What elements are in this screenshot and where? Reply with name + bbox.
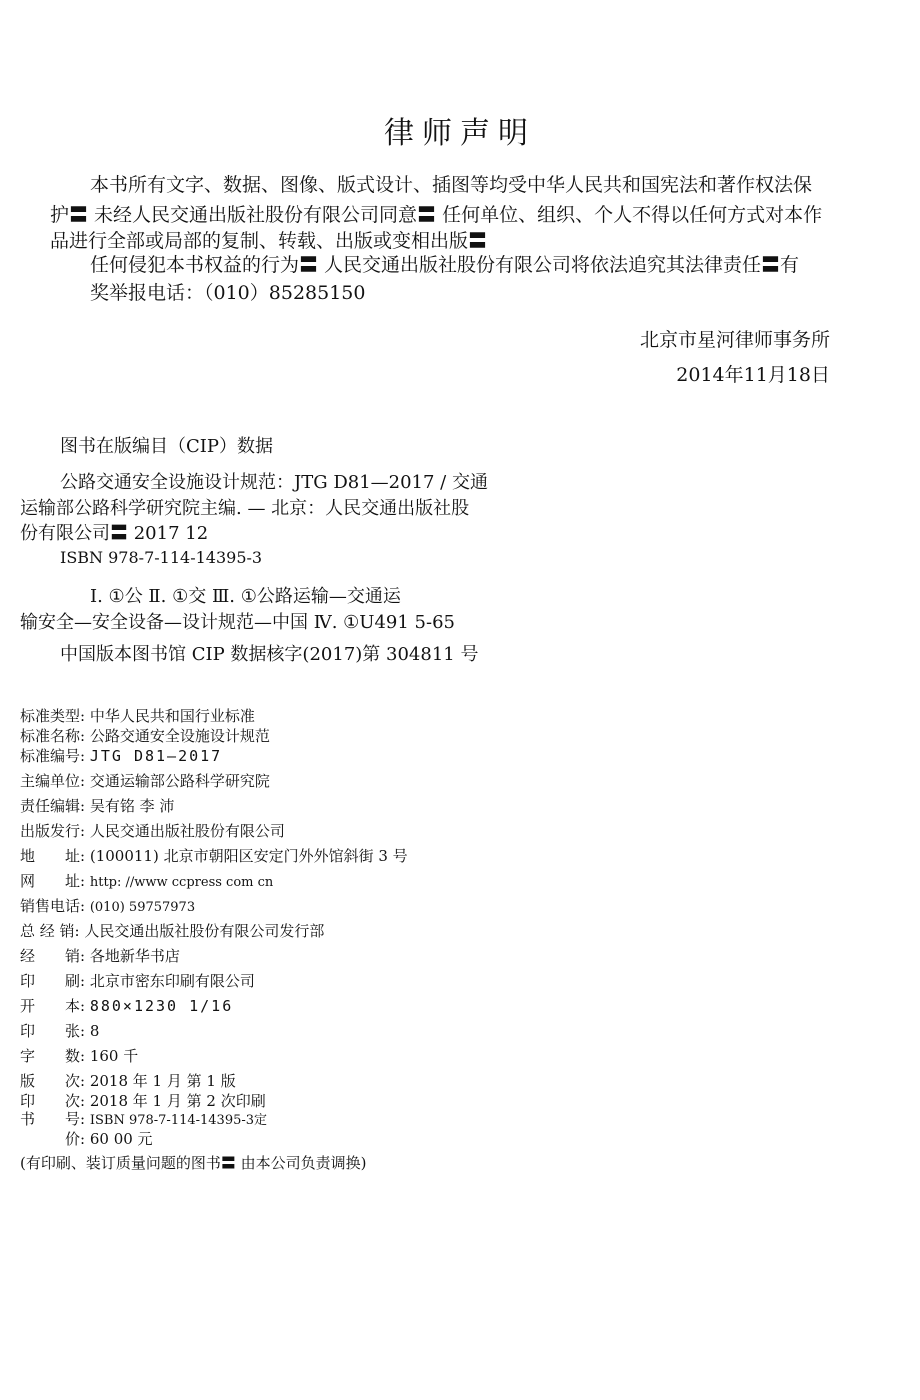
spec-label: 印 次: bbox=[20, 1092, 86, 1110]
spec-value: 2018 年 1 月 第 2 次印刷 bbox=[89, 1092, 266, 1110]
spec-row bbox=[20, 725, 270, 746]
spec-value: 60 00 元 bbox=[89, 1130, 153, 1148]
spec-row bbox=[20, 1070, 236, 1091]
cip-class-line2: 输安全—安全设备—设计规范—中国 Ⅳ. ①U491 5-65 bbox=[20, 612, 455, 633]
spec-label: 价: bbox=[20, 1130, 86, 1148]
spec-label: 销售电话: bbox=[20, 897, 86, 915]
spec-value: 交通运输部公路科学研究院 bbox=[89, 772, 270, 790]
spec-label: 地 址: bbox=[20, 847, 86, 865]
spec-value: 880×1230 1/16 bbox=[89, 997, 234, 1015]
signer: 北京市星河律师事务所 bbox=[639, 329, 830, 351]
spec-value: 中华人民共和国行业标准 bbox=[89, 707, 255, 725]
spec-label: 版 次: bbox=[20, 1072, 86, 1090]
spec-row bbox=[20, 895, 195, 916]
spec-row bbox=[20, 995, 233, 1016]
spec-row bbox=[20, 820, 285, 841]
spec-row bbox=[20, 745, 222, 766]
spec-label: 书 号: bbox=[20, 1110, 86, 1128]
spec-label: 字 数: bbox=[20, 1047, 86, 1065]
spec-label: 标准名称: bbox=[20, 727, 86, 745]
cip-line1: 公路交通安全设施设计规范：JTG D81—2017 / 交通 bbox=[60, 472, 488, 493]
spec-value: JTG D81—2017 bbox=[89, 747, 223, 765]
spec-value: 人民交通出版社股份有限公司发行部 bbox=[84, 922, 325, 940]
cip-isbn: ISBN 978-7-114-14395-3 bbox=[60, 548, 263, 567]
spec-label: 开 本: bbox=[20, 997, 86, 1015]
spec-value: (100011) 北京市朝阳区安定门外外馆斜街 3 号 bbox=[89, 847, 408, 865]
spec-value: 160 千 bbox=[89, 1047, 139, 1065]
spec-value: 公路交通安全设施设计规范 bbox=[89, 727, 270, 745]
spec-label: 经 销: bbox=[20, 947, 86, 965]
spec-value: 北京市密东印刷有限公司 bbox=[89, 972, 255, 990]
spec-row bbox=[20, 705, 255, 726]
spec-row bbox=[20, 1108, 267, 1129]
spec-row bbox=[20, 770, 270, 791]
spec-row bbox=[20, 795, 174, 816]
statement-para2-line1: 任何侵犯本书权益的行为〓 人民交通出版社股份有限公司将依法追究其法律责任〓有 bbox=[90, 254, 800, 276]
spec-label: 印 张: bbox=[20, 1022, 86, 1040]
spec-row bbox=[20, 1128, 153, 1149]
statement-para1-line3: 品进行全部或局部的复制、转载、出版或变相出版〓 bbox=[50, 230, 488, 252]
spec-label: 出版发行: bbox=[20, 822, 86, 840]
spec-value: 人民交通出版社股份有限公司 bbox=[89, 822, 285, 840]
footer-note: (有印刷、装订质量问题的图书〓 由本公司负责调换) bbox=[20, 1154, 367, 1172]
spec-value: (010) 59757973 bbox=[89, 900, 196, 915]
statement-para2-line2: 奖举报电话：（010）85285150 bbox=[90, 282, 366, 304]
page-title: 律师声明 bbox=[384, 116, 536, 151]
spec-row bbox=[20, 845, 408, 866]
spec-value: 8 bbox=[89, 1022, 100, 1040]
spec-label: 责任编辑: bbox=[20, 797, 86, 815]
spec-label: 标准编号: bbox=[20, 747, 86, 765]
spec-label: 总 经 销: bbox=[20, 922, 80, 940]
statement-para1-line1: 本书所有文字、数据、图像、版式设计、插图等均受中华人民共和国宪法和著作权法保 bbox=[90, 174, 813, 196]
statement-para1-line2: 护〓 未经人民交通出版社股份有限公司同意〓 任何单位、组织、个人不得以任何方式对本作 bbox=[50, 204, 823, 226]
statement-date: 2014年11月18日 bbox=[676, 364, 830, 386]
spec-row bbox=[20, 920, 324, 941]
cip-line3: 份有限公司〓 2017 12 bbox=[20, 523, 209, 544]
spec-value: 2018 年 1 月 第 1 版 bbox=[89, 1072, 236, 1090]
spec-row bbox=[20, 1020, 99, 1041]
spec-label: 印 刷: bbox=[20, 972, 86, 990]
spec-label: 主编单位: bbox=[20, 772, 86, 790]
spec-row bbox=[20, 1045, 138, 1066]
spec-value: ISBN 978-7-114-14395-3定 bbox=[89, 1113, 268, 1128]
cip-record: 中国版本图书馆 CIP 数据核字(2017)第 304811 号 bbox=[60, 644, 479, 665]
cip-heading: 图书在版编目（CIP）数据 bbox=[60, 436, 273, 457]
cip-line2: 运输部公路科学研究院主编. — 北京：人民交通出版社股 bbox=[20, 498, 470, 519]
cip-class-line1: Ⅰ. ①公 Ⅱ. ①交 Ⅲ. ①公路运输—交通运 bbox=[90, 586, 401, 607]
spec-label: 标准类型: bbox=[20, 707, 86, 725]
spec-value: 吴有铭 李 沛 bbox=[89, 797, 175, 815]
spec-row bbox=[20, 870, 273, 891]
spec-label: 网 址: bbox=[20, 872, 86, 890]
spec-row bbox=[20, 970, 255, 991]
spec-value: http: //www ccpress com cn bbox=[89, 875, 274, 890]
spec-row bbox=[20, 945, 180, 966]
spec-value: 各地新华书店 bbox=[89, 947, 180, 965]
